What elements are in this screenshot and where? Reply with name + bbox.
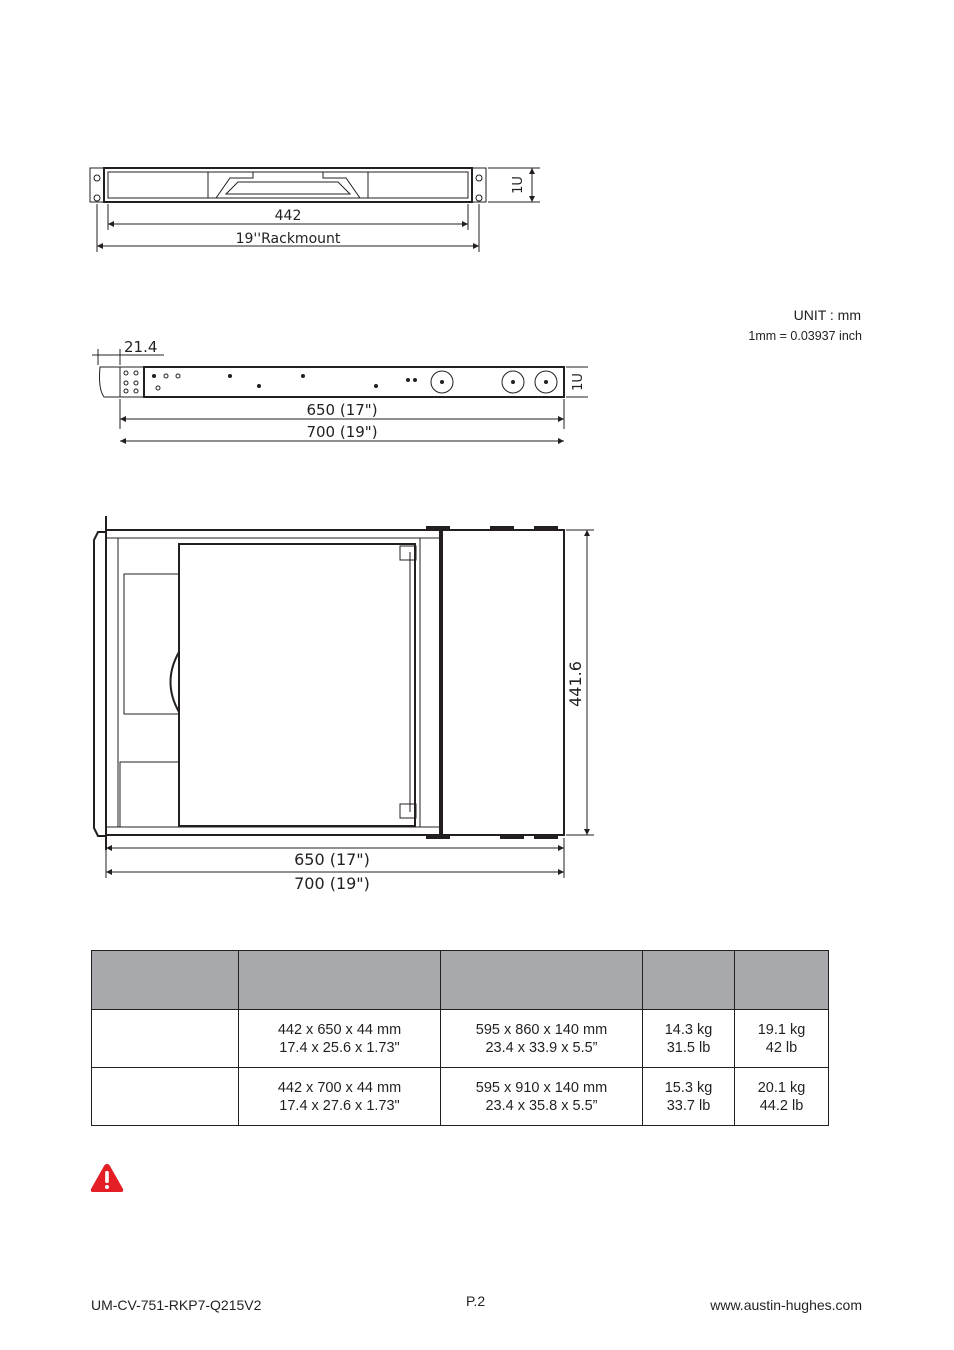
net-weight-cell: [643, 1010, 735, 1068]
package-mm: 595 x 910 x 140 mm: [475, 1079, 608, 1096]
package-inch: 23.4 x 33.9 x 5.5”: [485, 1039, 598, 1056]
front-right-rack-ear: [472, 168, 486, 202]
header-package: [441, 951, 643, 1010]
footer-website: www.austin-hughes.com: [710, 1297, 862, 1313]
dimension-inch: 17.4 x 27.6 x 1.73": [279, 1097, 400, 1114]
side-length-dimension-650: 650 (17"): [306, 401, 378, 419]
gross-weight-lb: 42 lb: [765, 1039, 798, 1056]
front-chassis: [104, 168, 472, 202]
net-weight-kg: 15.3 kg: [664, 1079, 713, 1096]
front-left-rack-ear: [90, 168, 104, 202]
side-length-dimension-700: 700 (19"): [306, 423, 378, 441]
gross-weight-cell: [735, 1068, 829, 1126]
package-cell: [441, 1010, 643, 1068]
side-height-dimension: 1U: [571, 373, 586, 391]
dimension-mm: 442 x 700 x 44 mm: [277, 1079, 402, 1096]
header-model: [92, 951, 239, 1010]
header-dimension: [239, 951, 441, 1010]
package-mm: 595 x 860 x 140 mm: [475, 1021, 608, 1038]
side-chassis: [144, 367, 564, 397]
top-depth-dimension: 441.6: [566, 661, 585, 707]
top-rear-section: [440, 530, 564, 835]
front-view-drawing: [88, 160, 548, 252]
side-offset-dimension: 21.4: [124, 338, 158, 356]
net-weight-lb: 31.5 lb: [666, 1039, 711, 1056]
gross-weight-kg: 19.1 kg: [757, 1021, 806, 1038]
spec-table: [91, 950, 829, 1126]
gross-weight-kg: 20.1 kg: [757, 1079, 806, 1096]
model-cell: [92, 1068, 239, 1126]
top-front-bezel: [94, 516, 106, 850]
front-width-dimension: 442: [274, 208, 302, 224]
header-gross-weight: [735, 951, 829, 1010]
package-inch: 23.4 x 35.8 x 5.5”: [485, 1097, 598, 1114]
dimension-mm: 442 x 650 x 44 mm: [277, 1021, 402, 1038]
spec-table-header-row: [92, 951, 829, 1010]
front-height-dimension: 1U: [511, 176, 526, 194]
net-weight-cell: [643, 1068, 735, 1126]
top-lcd-panel: [179, 544, 415, 826]
side-front-bezel: [100, 367, 121, 397]
warning-triangle-icon: [90, 1163, 124, 1193]
top-chassis: [106, 530, 442, 835]
dimension-cell: [239, 1010, 441, 1068]
net-weight-kg: 14.3 kg: [664, 1021, 713, 1038]
unit-label: UNIT : mm: [793, 307, 861, 323]
top-view-drawing: [90, 512, 600, 897]
gross-weight-cell: [735, 1010, 829, 1068]
footer-doc-code: UM-CV-751-RKP7-Q215V2: [91, 1297, 262, 1313]
dimension-inch: 17.4 x 25.6 x 1.73": [279, 1039, 400, 1056]
model-cell: [92, 1010, 239, 1068]
table-row: [92, 1068, 829, 1126]
top-length-dimension-700: 700 (19"): [294, 874, 370, 893]
package-cell: [441, 1068, 643, 1126]
front-overall-dimension: 19''Rackmount: [235, 231, 341, 247]
net-weight-lb: 33.7 lb: [666, 1097, 711, 1114]
table-row: [92, 1010, 829, 1068]
top-length-dimension-650: 650 (17"): [294, 850, 370, 869]
header-net-weight: [643, 951, 735, 1010]
footer-page-number: P.2: [466, 1293, 486, 1309]
side-view-drawing: [88, 335, 598, 445]
dimension-cell: [239, 1068, 441, 1126]
unit-conversion: 1mm = 0.03937 inch: [748, 329, 862, 343]
gross-weight-lb: 44.2 lb: [759, 1097, 804, 1114]
